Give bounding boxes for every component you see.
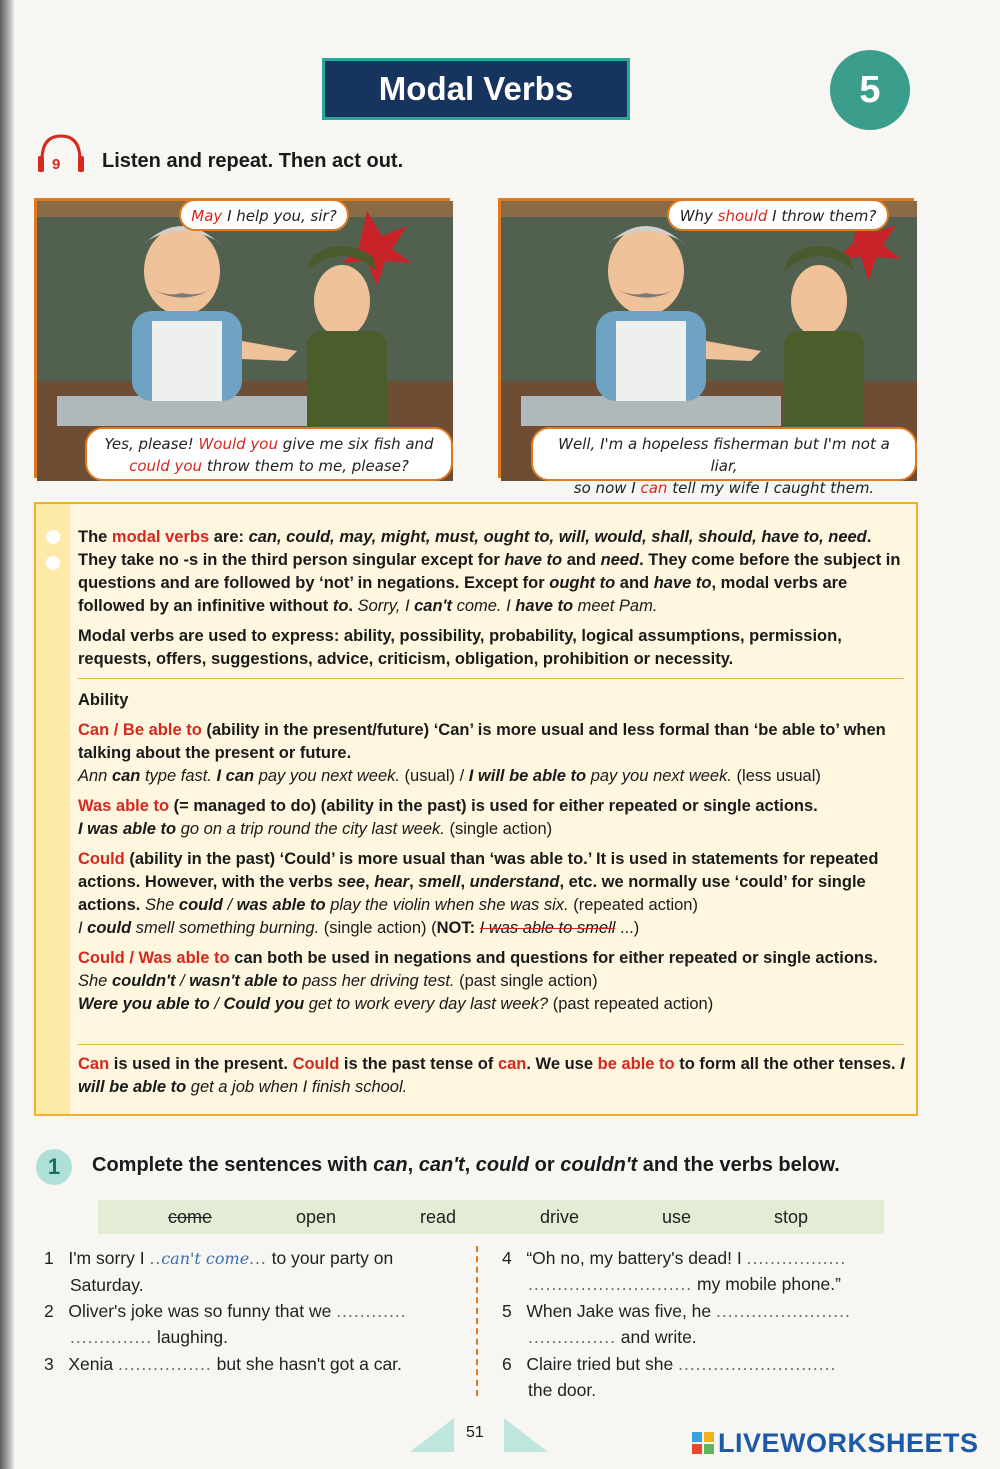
text-run: is the past tense of	[339, 1055, 498, 1073]
text-run: can both be used in negations and questions for either repeated or single actions.	[229, 949, 878, 967]
text-run: could	[475, 1154, 530, 1176]
text-run: Oliver's joke was so funny that we	[68, 1301, 332, 1321]
ability-heading: Ability	[78, 691, 129, 709]
modal-verbs-uses: Modal verbs are used to express: ability, possibility, probability, logical assumptions, permission, requests, offers, suggestions, advice, criticism, obligation, prohibition or necessity.	[78, 627, 842, 668]
answer-blank[interactable]: ................	[117, 1354, 212, 1374]
can-be-able-to-rule	[78, 719, 908, 788]
comic-panel-1	[34, 198, 450, 478]
text-run: . They take no -s in the third person singular except for	[78, 528, 872, 569]
bubble-text: Why	[679, 207, 718, 225]
blank-dots: ...	[249, 1248, 267, 1268]
text-run: go on a trip round the city last week.	[176, 820, 445, 838]
answer-blank[interactable]: .................	[746, 1248, 847, 1268]
text-run: Saturday.	[70, 1275, 144, 1295]
text-run: but she hasn't got a car.	[211, 1354, 402, 1374]
text-run: play the violin when she was six.	[325, 896, 569, 914]
text-run: Ann	[78, 767, 112, 785]
text-run: could	[87, 919, 132, 937]
text-run: , etc. we normally use ‘could’ for single actions.	[78, 873, 866, 914]
text-run: (single action)	[444, 820, 553, 838]
text-run: the door.	[528, 1380, 597, 1400]
headphones-icon	[36, 130, 86, 180]
verb-bank-word: open	[296, 1207, 337, 1227]
text-run: I will be able to	[78, 1055, 905, 1096]
text-run: (past repeated action)	[548, 995, 714, 1013]
text-run: understand	[469, 873, 560, 891]
verb-bank-word: read	[420, 1207, 457, 1227]
verb-bank	[98, 1200, 884, 1234]
bullet-dot	[46, 556, 60, 570]
text-run: When Jake was five, he	[526, 1301, 712, 1321]
exercise-item-1	[44, 1245, 464, 1298]
bubble-text: Well, I'm a hopeless fisherman but I'm not a liar,	[558, 435, 890, 475]
text-run: have to	[653, 574, 712, 592]
text-run: ,	[407, 1154, 419, 1176]
text-run: modal verbs	[111, 528, 210, 546]
item-number: 6	[502, 1354, 512, 1374]
text-run: laughing.	[152, 1327, 228, 1347]
text-run: I'm sorry I	[68, 1248, 145, 1268]
text-run: (past single action)	[454, 972, 598, 990]
text-run: ,	[464, 1154, 476, 1176]
text-run: couldn't	[111, 972, 176, 990]
text-run: (ability in the present/future) ‘Can’ is more usual and less formal than ‘be able to’ when talking about the present or future.	[78, 721, 886, 762]
text-run: Can / Be able to	[78, 721, 202, 739]
text-run: can	[111, 767, 141, 785]
text-run: ,	[409, 873, 419, 891]
text-run: need	[600, 551, 640, 569]
text-run: pass her driving test.	[297, 972, 455, 990]
liveworksheets-logo-icon	[692, 1432, 714, 1454]
text-run: Could	[292, 1055, 340, 1073]
page-corner-right-icon	[504, 1418, 548, 1452]
verb-bank-word: use	[662, 1207, 692, 1227]
text-run: (repeated action)	[568, 896, 698, 914]
page-title: Modal Verbs	[322, 58, 630, 120]
text-run: I was able to	[78, 820, 177, 838]
text-run: .	[348, 597, 358, 615]
section-divider	[78, 1044, 904, 1045]
speech-bubble-would-could	[85, 427, 453, 481]
bullet-dot	[46, 530, 60, 544]
text-run: couldn't	[560, 1154, 638, 1176]
crossed-out-example: I was able to smell	[479, 919, 616, 937]
text-run: Could you	[223, 995, 305, 1013]
text-run: I	[78, 919, 88, 937]
bubble-text: throw them to me, please?	[202, 457, 409, 475]
highlighted-modal: can	[640, 479, 668, 497]
text-run: ...)	[615, 919, 640, 937]
text-run: , modal verbs are followed by an infinitive without	[78, 574, 848, 615]
speech-bubble-can	[531, 427, 917, 497]
item-number: 4	[502, 1248, 512, 1268]
text-run: is used in the present.	[109, 1055, 293, 1073]
answer-blank[interactable]: ...........................	[678, 1354, 837, 1374]
text-run: Could / Was able to	[78, 949, 230, 967]
text-run: (= managed to do) (ability in the past) is used for either repeated or single actions.	[169, 797, 818, 815]
could-was-able-to-rule	[78, 947, 908, 1016]
text-run: Can	[78, 1055, 110, 1073]
text-run: Complete the sentences with	[92, 1154, 374, 1176]
exercise-instruction	[92, 1154, 840, 1177]
text-run: can	[497, 1055, 527, 1073]
text-run: can, could, may, might, must, ought to, will, would, shall, should, have to, need	[248, 528, 867, 546]
exercise-item-4	[502, 1245, 932, 1297]
bubble-text: give me six fish and	[278, 435, 434, 453]
bubble-text: so now I	[573, 479, 641, 497]
text-run: be able to	[597, 1055, 675, 1073]
text-run: meet Pam.	[573, 597, 658, 615]
highlighted-modal: should	[717, 207, 768, 225]
text-run: (single action) (	[319, 919, 437, 937]
text-run: ,	[365, 873, 375, 891]
text-run: get to work every day last week?	[304, 995, 549, 1013]
text-run: can't	[418, 1154, 465, 1176]
text-run: . They come before the subject in questions and are followed by ‘not’ in negations. Except for	[78, 551, 901, 592]
text-run: /	[222, 896, 237, 914]
text-run: ought to	[549, 574, 616, 592]
text-run: have to	[515, 597, 574, 615]
page-number: 51	[466, 1424, 484, 1441]
answer-blank[interactable]: ............	[336, 1301, 407, 1321]
text-run: Were you able to	[78, 995, 210, 1013]
text-run: I will be able to	[468, 767, 587, 785]
unit-number-badge: 5	[830, 50, 910, 130]
text-run: “Oh no, my battery's dead! I	[526, 1248, 742, 1268]
text-run: smell something burning.	[131, 919, 320, 937]
section-divider	[78, 678, 904, 679]
text-run: to form all the other tenses.	[674, 1055, 901, 1073]
could-rule	[78, 848, 908, 940]
bubble-text: tell my wife I caught them.	[667, 479, 875, 497]
text-run: . We use	[526, 1055, 598, 1073]
text-run: I can	[216, 767, 255, 785]
text-run: get a job when I finish school.	[186, 1078, 408, 1096]
text-run: and	[562, 551, 601, 569]
text-run: Claire tried but she	[526, 1354, 674, 1374]
text-run: come. I	[451, 597, 516, 615]
track-number: 9	[52, 156, 61, 173]
highlighted-modal: Would you	[198, 435, 278, 453]
text-run: wasn't able to	[189, 972, 298, 990]
bubble-text: I throw them?	[767, 207, 877, 225]
text-run: (ability in the past) ‘Could’ is more usual than ‘was able to.’ It is used in statements for repeated actions. However, with the verbs	[78, 850, 879, 891]
text-run: hear	[374, 873, 410, 891]
example-answer: can't come	[161, 1249, 250, 1268]
text-run: NOT:	[436, 919, 476, 937]
text-run: and	[615, 574, 654, 592]
blank-dots: ..	[149, 1248, 162, 1268]
text-run: smell	[418, 873, 461, 891]
exercise-item-2	[44, 1298, 464, 1350]
text-run: /	[175, 972, 190, 990]
verb-bank-word: stop	[774, 1207, 809, 1227]
item-number: 5	[502, 1301, 512, 1321]
text-run: or	[529, 1154, 561, 1176]
exercise-item-5	[502, 1298, 932, 1350]
text-run: ,	[460, 873, 470, 891]
text-run: was able to	[236, 896, 326, 914]
item-number: 2	[44, 1301, 54, 1321]
liveworksheets-logo[interactable]: LIVEWORKSHEETS	[718, 1428, 979, 1458]
text-run: to	[332, 597, 349, 615]
column-divider	[476, 1246, 478, 1396]
text-run: She	[144, 896, 179, 914]
text-run: Could	[78, 850, 125, 868]
page-corner-left-icon	[410, 1418, 454, 1452]
was-able-to-rule	[78, 795, 908, 841]
item-number: 3	[44, 1354, 54, 1374]
modal-verbs-overview	[78, 526, 908, 618]
text-run: pay you next week.	[586, 767, 732, 785]
text-run: pay you next week.	[254, 767, 400, 785]
text-run: and write.	[615, 1327, 697, 1347]
text-run: see	[337, 873, 366, 891]
text-run: (usual) /	[399, 767, 469, 785]
text-run: The	[78, 528, 112, 546]
verb-bank-word-used: come	[168, 1207, 213, 1227]
text-run: my mobile phone.”	[692, 1274, 841, 1294]
exercise-item-3	[44, 1351, 474, 1377]
text-run: are:	[209, 528, 249, 546]
exercise-number-badge: 1	[36, 1149, 72, 1185]
highlighted-modal: could you	[129, 457, 203, 475]
comic-panel-2	[498, 198, 914, 497]
text-run: and the verbs below.	[637, 1154, 840, 1176]
tense-forms-rule	[78, 1053, 908, 1099]
speech-bubble-should	[667, 199, 889, 231]
text-run: (less usual)	[731, 767, 821, 785]
text-run: can	[373, 1154, 408, 1176]
verb-bank-word: drive	[540, 1207, 580, 1227]
listening-instruction: Listen and repeat. Then act out.	[102, 150, 404, 172]
exercise-item-6	[502, 1351, 932, 1403]
text-run: Sorry, I	[357, 597, 415, 615]
bubble-text: I help you, sir?	[222, 207, 337, 225]
answer-blank[interactable]: ............................	[528, 1274, 693, 1294]
book-spine-shadow	[0, 0, 14, 1469]
text-run: type fast.	[140, 767, 217, 785]
text-run: She	[78, 972, 112, 990]
text-run: /	[209, 995, 224, 1013]
text-run: can't	[414, 597, 452, 615]
text-run: Xenia	[68, 1354, 114, 1374]
text-run: have to	[504, 551, 563, 569]
bubble-text: Yes, please!	[104, 435, 199, 453]
highlighted-modal: May	[191, 207, 223, 225]
item-number: 1	[44, 1248, 54, 1268]
answer-blank[interactable]: ..............	[70, 1327, 153, 1347]
answer-blank[interactable]: ...............	[528, 1327, 616, 1347]
answer-blank[interactable]: .......................	[716, 1301, 851, 1321]
text-run: to your party on	[266, 1248, 394, 1268]
text-run: Was able to	[78, 797, 170, 815]
speech-bubble-may	[179, 199, 349, 231]
text-run: could	[178, 896, 223, 914]
